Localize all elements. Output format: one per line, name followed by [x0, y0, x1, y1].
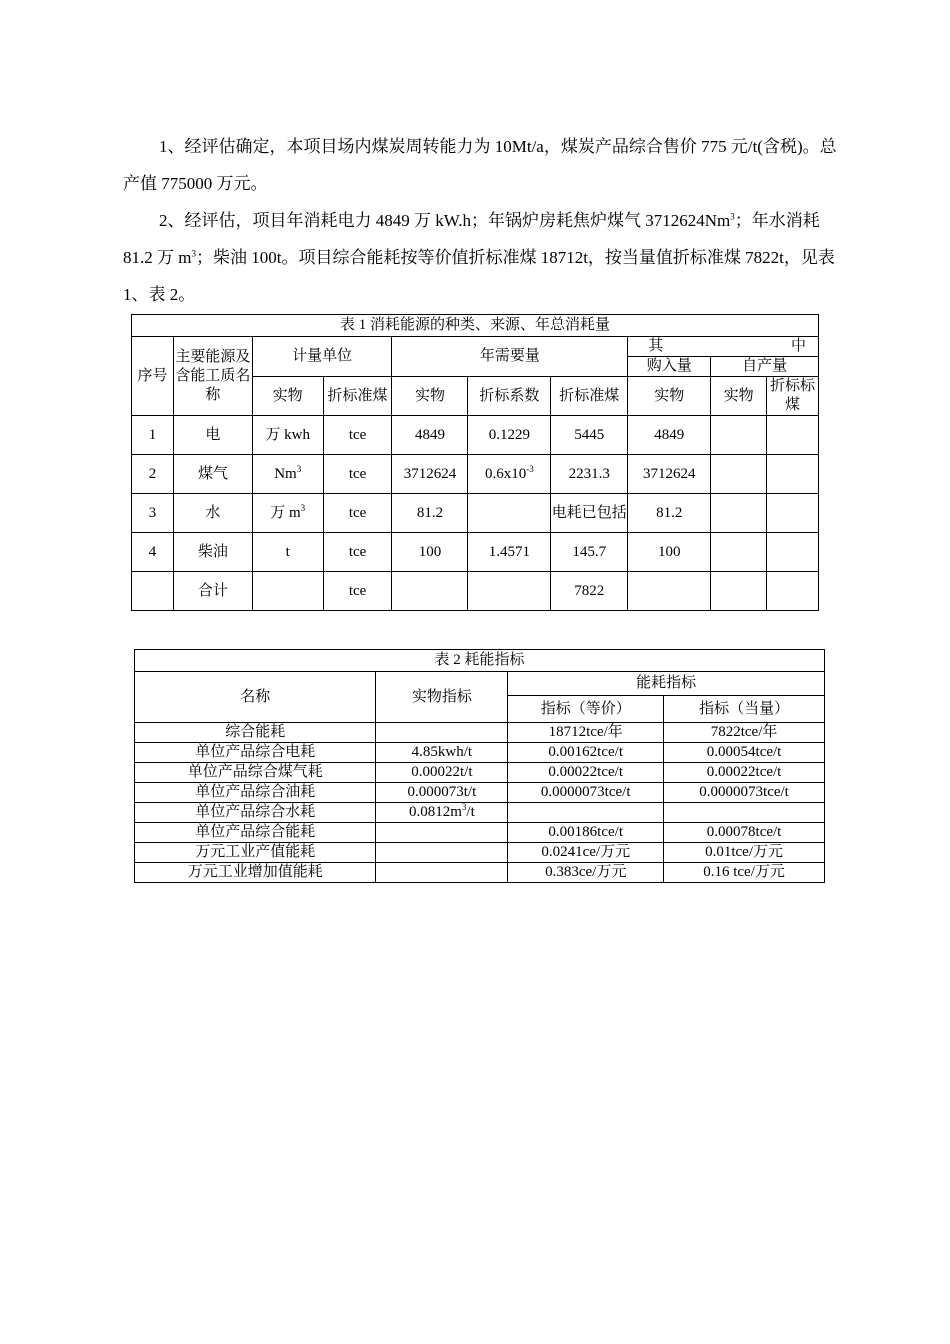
cell-annual-real: [392, 572, 468, 611]
cell-std-coal: 5445: [551, 416, 628, 455]
cell-std-coal: 145.7: [551, 533, 628, 572]
cell-purchase: 3712624: [628, 455, 711, 494]
cell-self-real: [711, 533, 767, 572]
header-name: 名称: [135, 672, 376, 723]
header-self-produced: 自产量: [711, 357, 819, 377]
paragraph-1: [123, 128, 838, 202]
cell-equal: 0.00022tce/t: [664, 763, 825, 783]
cell-purchase: 100: [628, 533, 711, 572]
superscript: 3: [191, 248, 196, 259]
cell-self-std: [767, 572, 819, 611]
table-row-total: [132, 572, 819, 611]
cell-equivalent: 0.00186tce/t: [508, 823, 664, 843]
cell-self-std: [767, 416, 819, 455]
header-self-std-coal: 折标标煤: [767, 377, 819, 416]
cell-unit-real: t: [252, 533, 323, 572]
cell-self-std: [767, 494, 819, 533]
paragraph-2-text-c: ；柴油 100t。项目综合能耗按等价值折标准煤 18712t，按当量值折标准煤 7822t，见表 1、表 2。: [123, 248, 835, 304]
cell-real: [376, 843, 508, 863]
cell-equal: 7822tce/年: [664, 723, 825, 743]
cell-coef: [468, 572, 551, 611]
cell-real: [376, 823, 508, 843]
table-row: [132, 416, 819, 455]
cell-real: [376, 723, 508, 743]
header-unit-real: 实物: [252, 377, 323, 416]
cell-std-coal: 7822: [551, 572, 628, 611]
header-annual-real: 实物: [392, 377, 468, 416]
cell-real: 0.000073t/t: [376, 783, 508, 803]
paragraph-2: [123, 202, 838, 313]
cell-unit-std: tce: [323, 416, 392, 455]
cell-self-real: [711, 494, 767, 533]
table-2-caption: 表 2 耗能指标: [135, 650, 825, 672]
header-energy-index: 能耗指标: [508, 672, 825, 696]
cell-equal: 0.00054tce/t: [664, 743, 825, 763]
table-row: [132, 455, 819, 494]
cell-equivalent: 0.00022tce/t: [508, 763, 664, 783]
cell-equivalent: [508, 803, 664, 823]
cell-name: 煤气: [173, 455, 252, 494]
header-unit-std-coal: 折标准煤: [323, 377, 392, 416]
cell-unit-std: tce: [323, 455, 392, 494]
cell-unit-std: tce: [323, 572, 392, 611]
cell-equal: 0.00078tce/t: [664, 823, 825, 843]
cell-self-real: [711, 572, 767, 611]
cell-equal: [664, 803, 825, 823]
cell-unit-std: tce: [323, 533, 392, 572]
cell-unit-real: Nm$^3$: [252, 455, 323, 494]
header-equal-value: 指标（当量）: [664, 696, 825, 723]
table-row: [135, 723, 825, 743]
cell-name: 万元工业增加值能耗: [135, 863, 376, 883]
cell-name: 单位产品综合电耗: [135, 743, 376, 763]
cell-real: 0.00022t/t: [376, 763, 508, 783]
table-row: [135, 863, 825, 883]
paragraph-2-text-b: ；年水消耗 81.2 万 m: [123, 211, 820, 267]
cell-real: 4.85kwh/t: [376, 743, 508, 763]
table-1-caption: 表 1 消耗能源的种类、来源、年总消耗量: [132, 315, 819, 337]
cell-purchase: [628, 572, 711, 611]
table-row: [135, 843, 825, 863]
superscript: 3: [730, 211, 735, 222]
cell-seq: 2: [132, 455, 174, 494]
paragraph-2-text-a: 2、经评估，项目年消耗电力 4849 万 kW.h；年锅炉房耗焦炉煤气 3712624Nm: [159, 211, 731, 230]
cell-real: $0.0812m^3/t$: [376, 803, 508, 823]
cell-coef: [468, 494, 551, 533]
cell-name: 综合能耗: [135, 723, 376, 743]
cell-name: 水: [173, 494, 252, 533]
cell-self-std: [767, 533, 819, 572]
header-real-index: 实物指标: [376, 672, 508, 723]
cell-seq: 3: [132, 494, 174, 533]
cell-self-real: [711, 416, 767, 455]
cell-unit-real: [252, 572, 323, 611]
cell-seq: 1: [132, 416, 174, 455]
energy-index-table: [134, 649, 825, 883]
energy-consumption-table: [131, 314, 819, 611]
table-row: [132, 533, 819, 572]
cell-seq: [132, 572, 174, 611]
header-seq: 序号: [132, 337, 174, 416]
cell-unit-real: 万 kwh: [252, 416, 323, 455]
cell-name: 柴油: [173, 533, 252, 572]
paragraph-1-text: 1、经评估确定，本项目场内煤炭周转能力为 10Mt/a，煤炭产品综合售价 775 元/t(含税)。总产值 775000 万元。: [123, 137, 837, 193]
table-row: [135, 763, 825, 783]
cell-equal: 0.16 tce/万元: [664, 863, 825, 883]
cell-annual-real: 4849: [392, 416, 468, 455]
cell-equivalent: 0.0241ce/万元: [508, 843, 664, 863]
cell-real: [376, 863, 508, 883]
cell-unit-std: tce: [323, 494, 392, 533]
table-row: [135, 803, 825, 823]
table-row: [135, 783, 825, 803]
table-row: [135, 743, 825, 763]
cell-equivalent: 0.0000073tce/t: [508, 783, 664, 803]
cell-equivalent: 0.383ce/万元: [508, 863, 664, 883]
header-annual-std-coal: 折标准煤: [551, 377, 628, 416]
header-unit: 计量单位: [252, 337, 392, 377]
header-purchase-real: 实物: [628, 377, 711, 416]
cell-purchase: 4849: [628, 416, 711, 455]
cell-coef: 1.4571: [468, 533, 551, 572]
cell-coef: 0.1229: [468, 416, 551, 455]
cell-name: 单位产品综合能耗: [135, 823, 376, 843]
cell-self-std: [767, 455, 819, 494]
header-of-which: [628, 337, 819, 357]
cell-std-coal: 电耗已包括: [551, 494, 628, 533]
header-qi: 其: [648, 338, 664, 354]
cell-equal: 0.01tce/万元: [664, 843, 825, 863]
cell-name: 合计: [173, 572, 252, 611]
cell-name: 单位产品综合煤气耗: [135, 763, 376, 783]
table-row: [135, 823, 825, 843]
cell-name: 万元工业产值能耗: [135, 843, 376, 863]
header-purchase: 购入量: [628, 357, 711, 377]
cell-name: 电: [173, 416, 252, 455]
header-self-real: 实物: [711, 377, 767, 416]
cell-name: 单位产品综合油耗: [135, 783, 376, 803]
header-annual-demand: 年需要量: [392, 337, 628, 377]
cell-equal: 0.0000073tce/t: [664, 783, 825, 803]
cell-annual-real: 81.2: [392, 494, 468, 533]
cell-annual-real: 3712624: [392, 455, 468, 494]
cell-std-coal: 2231.3: [551, 455, 628, 494]
table-row: [132, 494, 819, 533]
cell-annual-real: 100: [392, 533, 468, 572]
cell-coef: $0.6x10^{-3}$: [468, 455, 551, 494]
cell-name: 单位产品综合水耗: [135, 803, 376, 823]
header-zhong: 中: [790, 338, 806, 354]
cell-self-real: [711, 455, 767, 494]
cell-equivalent: 0.00162tce/t: [508, 743, 664, 763]
cell-seq: 4: [132, 533, 174, 572]
cell-unit-real: 万 $m^3$: [252, 494, 323, 533]
header-energy-name: 主要能源及含能工质名称: [173, 337, 252, 416]
header-equivalent-value: 指标（等价）: [508, 696, 664, 723]
header-annual-coef: 折标系数: [468, 377, 551, 416]
cell-equivalent: 18712tce/年: [508, 723, 664, 743]
cell-purchase: 81.2: [628, 494, 711, 533]
